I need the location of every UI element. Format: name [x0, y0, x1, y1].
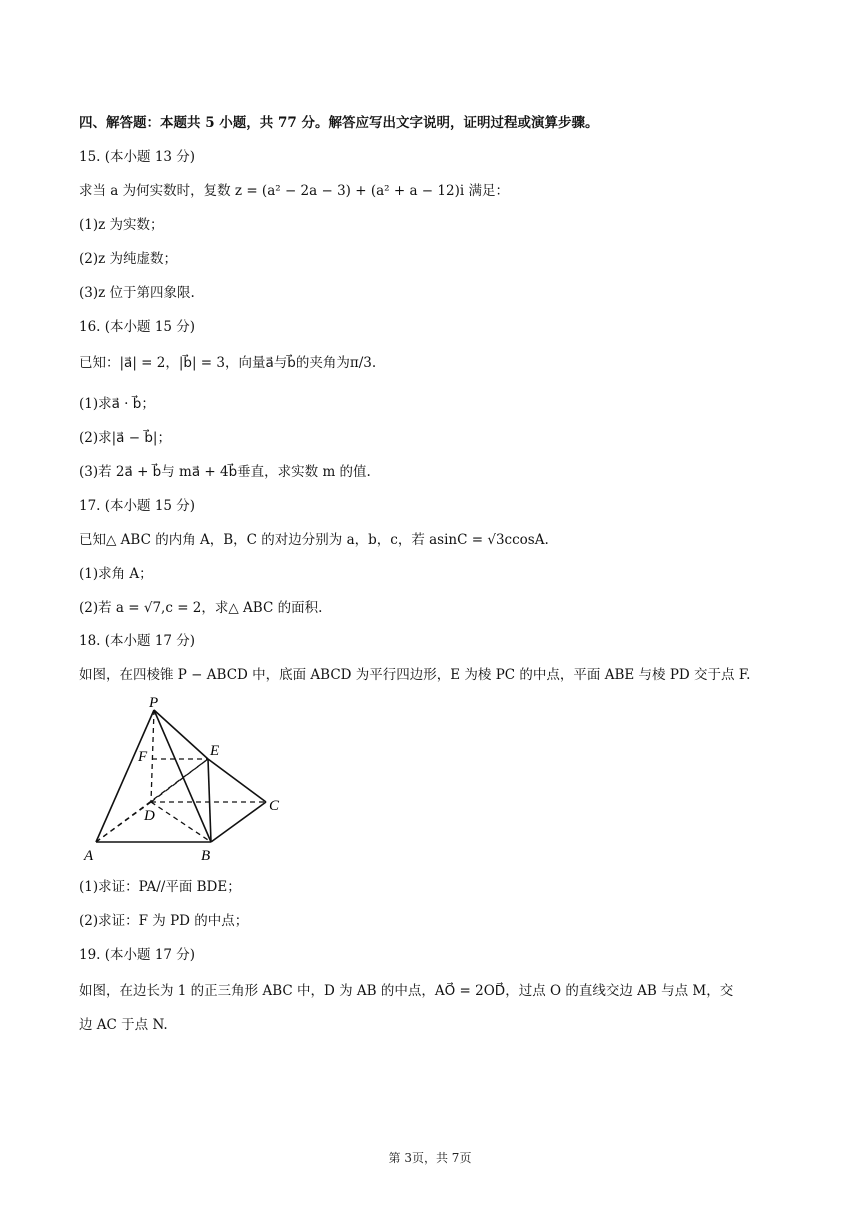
- problem-17-stem: 已知△ ABC 的内角 A，B，C 的对边分别为 a，b，c，若 asinC = √3ccosA.: [79, 532, 549, 548]
- problem-17-part-2: (2)若 a = √7,c = 2，求△ ABC 的面积.: [79, 600, 323, 616]
- problem-15-stem: 求当 a 为何实数时，复数 z = (a² − 2a − 3) + (a² + a − 12)i 满足：: [79, 183, 509, 199]
- problem-18-part-2: (2)求证：F 为 PD 的中点；: [79, 913, 249, 929]
- edge-BC: [211, 802, 266, 842]
- problem-16-stem: 已知：|a⃗| = 2，|b⃗| = 3，向量a⃗与b⃗的夹角为π/3.: [79, 355, 377, 371]
- edge-BE: [208, 759, 211, 842]
- problem-19-stem-line-1: 如图，在边长为 1 的正三角形 ABC 中，D 为 AB 的中点，AO⃗ = 2OD⃗，过点 O 的直线交边 AB 与点 M，交: [79, 983, 734, 999]
- problem-16-part-1: (1)求a⃗ · b⃗；: [79, 396, 155, 412]
- edge-PB: [154, 710, 211, 842]
- problem-15-part-2: (2)z 为纯虚数；: [79, 251, 178, 267]
- label-P: P: [149, 695, 159, 711]
- problem-16-part-3: (3)若 2a⃗ + b⃗与 ma⃗ + 4b⃗垂直，求实数 m 的值.: [79, 464, 371, 480]
- page-footer: 第 3页，共 7页: [388, 1151, 472, 1165]
- problem-16-part-2: (2)求|a⃗ − b⃗|；: [79, 430, 171, 446]
- problem-18-header: 18. (本小题 17 分): [79, 633, 196, 649]
- section-heading: 四、解答题：本题共 5 小题，共 77 分。解答应写出文字说明，证明过程或演算步骤。: [79, 115, 599, 131]
- problem-15-part-3: (3)z 位于第四象限.: [79, 285, 195, 301]
- problem-19-header: 19. (本小题 17 分): [79, 947, 196, 963]
- edge-EC: [208, 759, 266, 802]
- problem-17-part-1: (1)求角 A；: [79, 566, 153, 582]
- problem-19-stem-line-2: 边 AC 于点 N.: [79, 1017, 168, 1033]
- problem-16-header: 16. (本小题 15 分): [79, 319, 196, 335]
- problem-17-header: 17. (本小题 15 分): [79, 498, 196, 514]
- edge-PD: [151, 710, 154, 802]
- label-D: D: [144, 808, 155, 824]
- label-B: B: [201, 848, 211, 864]
- edge-PE: [154, 710, 208, 759]
- label-F: F: [138, 749, 148, 765]
- problem-15-header: 15. (本小题 13 分): [79, 149, 196, 165]
- label-A: A: [84, 848, 94, 864]
- problem-18-part-1: (1)求证：PA//平面 BDE；: [79, 879, 241, 895]
- problem-15-part-1: (1)z 为实数；: [79, 217, 164, 233]
- pyramid-figure: [80, 692, 290, 867]
- label-C: C: [269, 798, 280, 814]
- label-E: E: [210, 743, 220, 759]
- problem-18-stem: 如图，在四棱锥 P − ABCD 中，底面 ABCD 为平行四边形，E 为棱 PC 的中点，平面 ABE 与棱 PD 交于点 F.: [79, 667, 751, 683]
